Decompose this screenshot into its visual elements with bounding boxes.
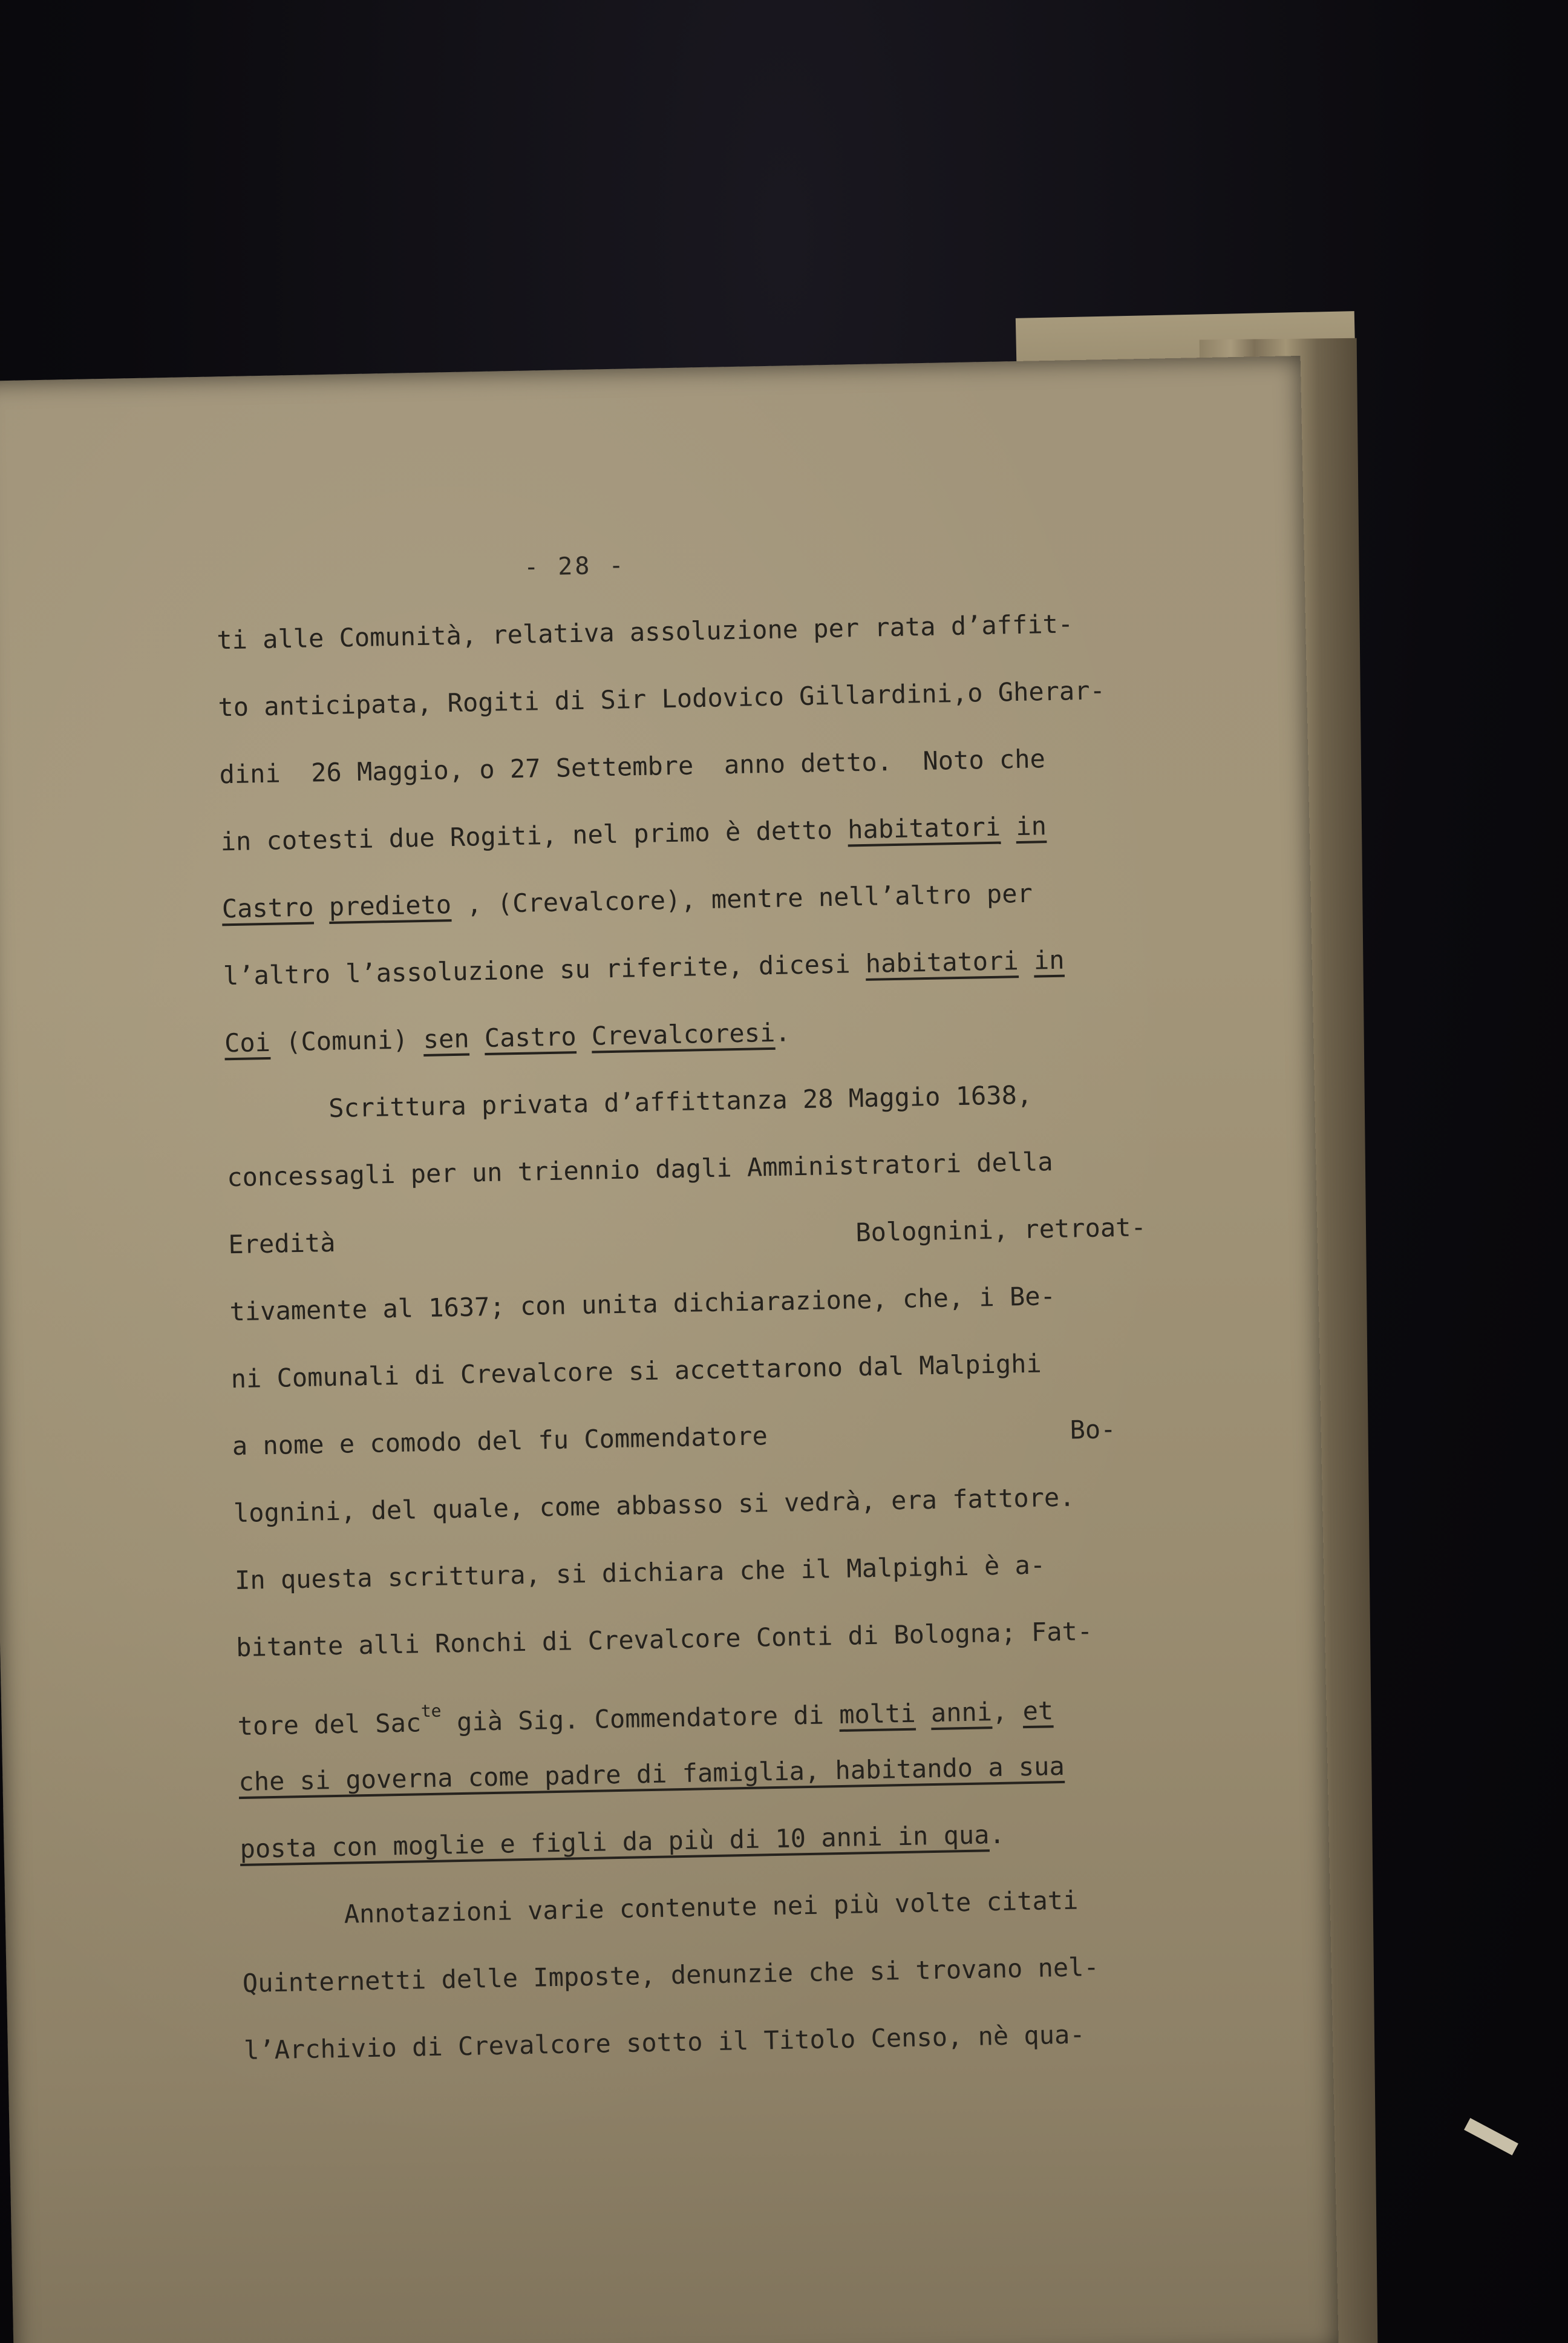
text-segment: Bo-: [1070, 1414, 1116, 1445]
text-segment: l’Archivio di Crevalcore sotto il Titolo Censo, nè qua-: [243, 2019, 1086, 2065]
underlined-text: in: [1015, 811, 1047, 842]
typed-body-text: [216, 587, 1273, 2084]
underlined-text: Coi: [224, 1027, 271, 1058]
text-segment: ti alle Comunità, relativa assoluzione per rata d’affit-: [216, 609, 1074, 655]
text-segment: (Comuni): [270, 1024, 424, 1057]
underlined-text: sen: [423, 1023, 470, 1054]
text-segment: ,: [991, 1696, 1024, 1727]
text-segment: [313, 892, 329, 922]
text-segment: già Sig. Commendatore di: [441, 1700, 840, 1737]
text-segment: .: [988, 1819, 1005, 1850]
text-segment: Eredità: [227, 1227, 336, 1260]
text-segment: a nome e comodo del fu Commendatore: [232, 1421, 768, 1461]
text-segment: bitante alli Ronchi di Crevalcore Conti di Bologna; Fat-: [235, 1616, 1093, 1663]
text-segment: to anticipata, Rogiti di Sir Lodovico Gillardini,o Gherar-: [217, 675, 1106, 723]
text-segment: in cotesti due Rogiti, nel primo è detto: [220, 814, 848, 857]
text-segment: Scrittura privata d’affittanza 28 Maggio 1638,: [328, 1080, 1033, 1124]
underlined-text: molti: [838, 1698, 916, 1730]
underlined-text: in: [1033, 945, 1065, 975]
document-page: [0, 356, 1339, 2343]
text-segment: [1018, 946, 1034, 975]
underlined-text: Castro: [221, 892, 314, 924]
text-segment: [1001, 811, 1016, 841]
page-number: - 28 -: [523, 551, 626, 582]
text-segment: , (Crevalcore), mentre nell’altro per: [451, 878, 1033, 920]
text-segment: tivamente al 1637; con unita dichiarazione, che, i Be-: [229, 1281, 1056, 1327]
text-segment: In questa scrittura, si dichiara che il Malpighi è a-: [234, 1550, 1046, 1596]
underlined-text: et: [1022, 1696, 1054, 1726]
text-segment: Quinternetti delle Imposte, denunzie che si trovano nel-: [242, 1951, 1100, 1999]
underlined-text: habitatori: [865, 946, 1019, 978]
underlined-text: Crevalcoresi: [591, 1017, 776, 1051]
text-segment: tore del Sac: [237, 1708, 422, 1742]
underlined-text: habitatori: [847, 811, 1001, 845]
text-segment: Annotazioni varie contenute nei più volte citati: [344, 1885, 1079, 1929]
underlined-text: predieto: [328, 890, 452, 922]
blank-space: [336, 1241, 856, 1251]
text-segment: Bolognini, retroat-: [855, 1212, 1147, 1248]
text-segment: .: [774, 1017, 791, 1047]
text-segment: [469, 1023, 485, 1053]
text-segment: ni Comunali di Crevalcore si accettarono dal Malpighi: [230, 1348, 1042, 1394]
underlined-text: anni: [930, 1697, 993, 1728]
text-segment: l’altro l’assoluzione su riferite, dicesi: [223, 948, 866, 991]
text-segment: [915, 1698, 931, 1728]
underlined-text: Castro: [484, 1021, 577, 1054]
superscript-text: te: [420, 1700, 442, 1722]
text-segment: concessagli per un triennio dagli Amministratori della: [226, 1147, 1054, 1193]
text-segment: [576, 1021, 592, 1051]
underlined-text: posta con moglie e figli da più di 10 anni in qua: [240, 1820, 990, 1864]
text-segment: dini 26 Maggio, o 27 Settembre anno detto. Noto che: [219, 744, 1046, 790]
underlined-text: che si governa come padre di famiglia, habitando a sua: [238, 1751, 1065, 1797]
blank-space: [768, 1439, 1070, 1445]
paper-scrap: [1464, 2118, 1518, 2155]
text-segment: lognini, del quale, come abbasso si vedrà, era fattore.: [233, 1482, 1075, 1529]
